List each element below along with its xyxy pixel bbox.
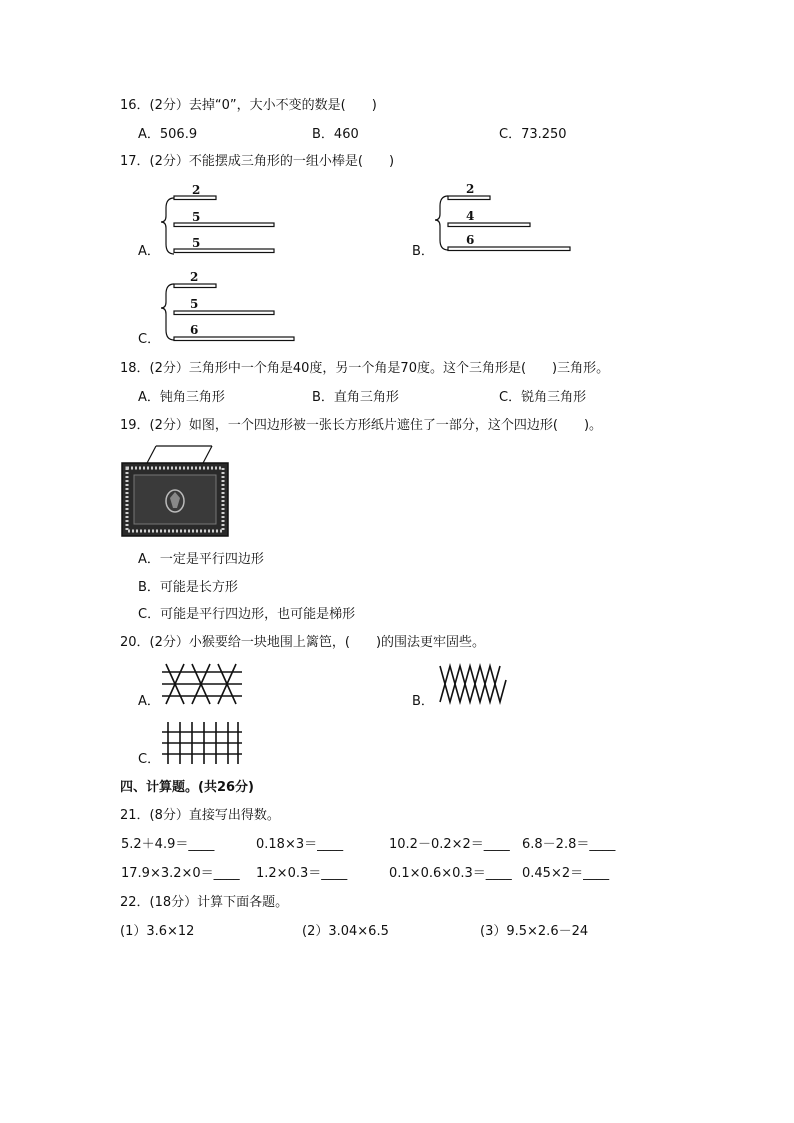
calc-item[interactable]: 0.18×3＝____ — [256, 837, 344, 852]
q22-stem: 22．(18分）计算下面各题。 — [120, 895, 289, 910]
q19-option-a[interactable]: A．一定是平行四边形 — [138, 552, 264, 567]
q19-stem: 19．(2分）如图，一个四边形被一张长方形纸片遮住了一部分，这个四边形( )。 — [120, 418, 603, 433]
calc-problem[interactable]: (3）9.5×2.6－24 — [480, 924, 589, 939]
stick-length-label: 6 — [466, 233, 475, 247]
fence-b-zigzag-pattern-icon — [438, 664, 508, 704]
q16-option-a[interactable]: A．506.9 — [138, 127, 198, 142]
stick-long — [174, 249, 274, 253]
q20-option-a[interactable]: A． — [138, 694, 160, 709]
q18-option-a[interactable]: A．钝角三角形 — [138, 390, 225, 405]
calc-item[interactable]: 10.2－0.2×2＝____ — [389, 837, 510, 852]
brace-icon — [435, 196, 448, 250]
q16-stem: 16．(2分）去掉“0”，大小不变的数是( ) — [120, 98, 377, 113]
quadrilateral-right-edge — [202, 446, 212, 465]
q19-option-b[interactable]: B．可能是长方形 — [138, 580, 238, 595]
q16-option-b[interactable]: B．460 — [312, 127, 359, 142]
stick-length-label: 2 — [190, 270, 199, 284]
calc-problem[interactable]: (2）3.04×6.5 — [302, 924, 389, 939]
q17-option-b[interactable]: B． — [412, 244, 434, 259]
quadrilateral-left-edge — [146, 446, 156, 465]
stick-length-label: 5 — [192, 236, 201, 250]
q19-option-c[interactable]: C．可能是平行四边形，也可能是梯形 — [138, 607, 356, 622]
q17-b-sticks-figure — [434, 182, 574, 256]
calc-item[interactable]: 0.1×0.6×0.3＝____ — [389, 866, 512, 881]
stick-mid — [174, 223, 274, 227]
q20-option-c[interactable]: C． — [138, 752, 161, 767]
q18-option-c[interactable]: C．锐角三角形 — [499, 390, 587, 405]
stick-length-label: 5 — [190, 297, 199, 311]
q17-stem: 17．(2分）不能摆成三角形的一组小棒是( ) — [120, 154, 395, 169]
q17-c-sticks-figure — [160, 268, 300, 344]
q18-option-b[interactable]: B．直角三角形 — [312, 390, 399, 405]
q20-stem: 20．(2分）小猴要给一块地围上篱笆，( )的围法更牢固些。 — [120, 635, 486, 650]
section-heading: 四、计算题。(共26分) — [120, 780, 254, 795]
stick-length-label: 2 — [192, 183, 201, 197]
stick-mid — [174, 311, 274, 315]
q19-covered-quadrilateral-figure — [120, 444, 230, 540]
calc-item[interactable]: 5.2＋4.9＝____ — [121, 837, 215, 852]
q18-stem: 18．(2分）三角形中一个角是40度，另一个角是70度。这个三角形是( )三角形。 — [120, 361, 610, 376]
stick-mid — [448, 223, 530, 227]
calc-item[interactable]: 6.8－2.8＝____ — [522, 837, 616, 852]
q21-stem: 21．(8分）直接写出得数。 — [120, 808, 280, 823]
q17-a-sticks-figure — [160, 178, 290, 260]
q16-option-c[interactable]: C．73.250 — [499, 127, 567, 142]
stick-length-label: 4 — [466, 209, 475, 223]
q20-option-b[interactable]: B． — [412, 694, 434, 709]
calc-item[interactable]: 17.9×3.2×0＝____ — [121, 866, 240, 881]
calc-item[interactable]: 0.45×2＝____ — [522, 866, 610, 881]
fence-a-cross-pattern-icon — [162, 662, 242, 706]
stick-length-label: 5 — [192, 210, 201, 224]
fence-c-grid-pattern-icon — [162, 722, 242, 764]
q17-option-c[interactable]: C． — [138, 332, 161, 347]
calc-item[interactable]: 1.2×0.3＝____ — [256, 866, 348, 881]
calc-problem[interactable]: (1）3.6×12 — [120, 924, 195, 939]
q17-option-a[interactable]: A． — [138, 244, 160, 259]
brace-icon — [161, 198, 174, 254]
brace-icon — [161, 284, 174, 340]
stick-length-label: 2 — [466, 182, 475, 196]
stick-length-label: 6 — [190, 323, 199, 337]
